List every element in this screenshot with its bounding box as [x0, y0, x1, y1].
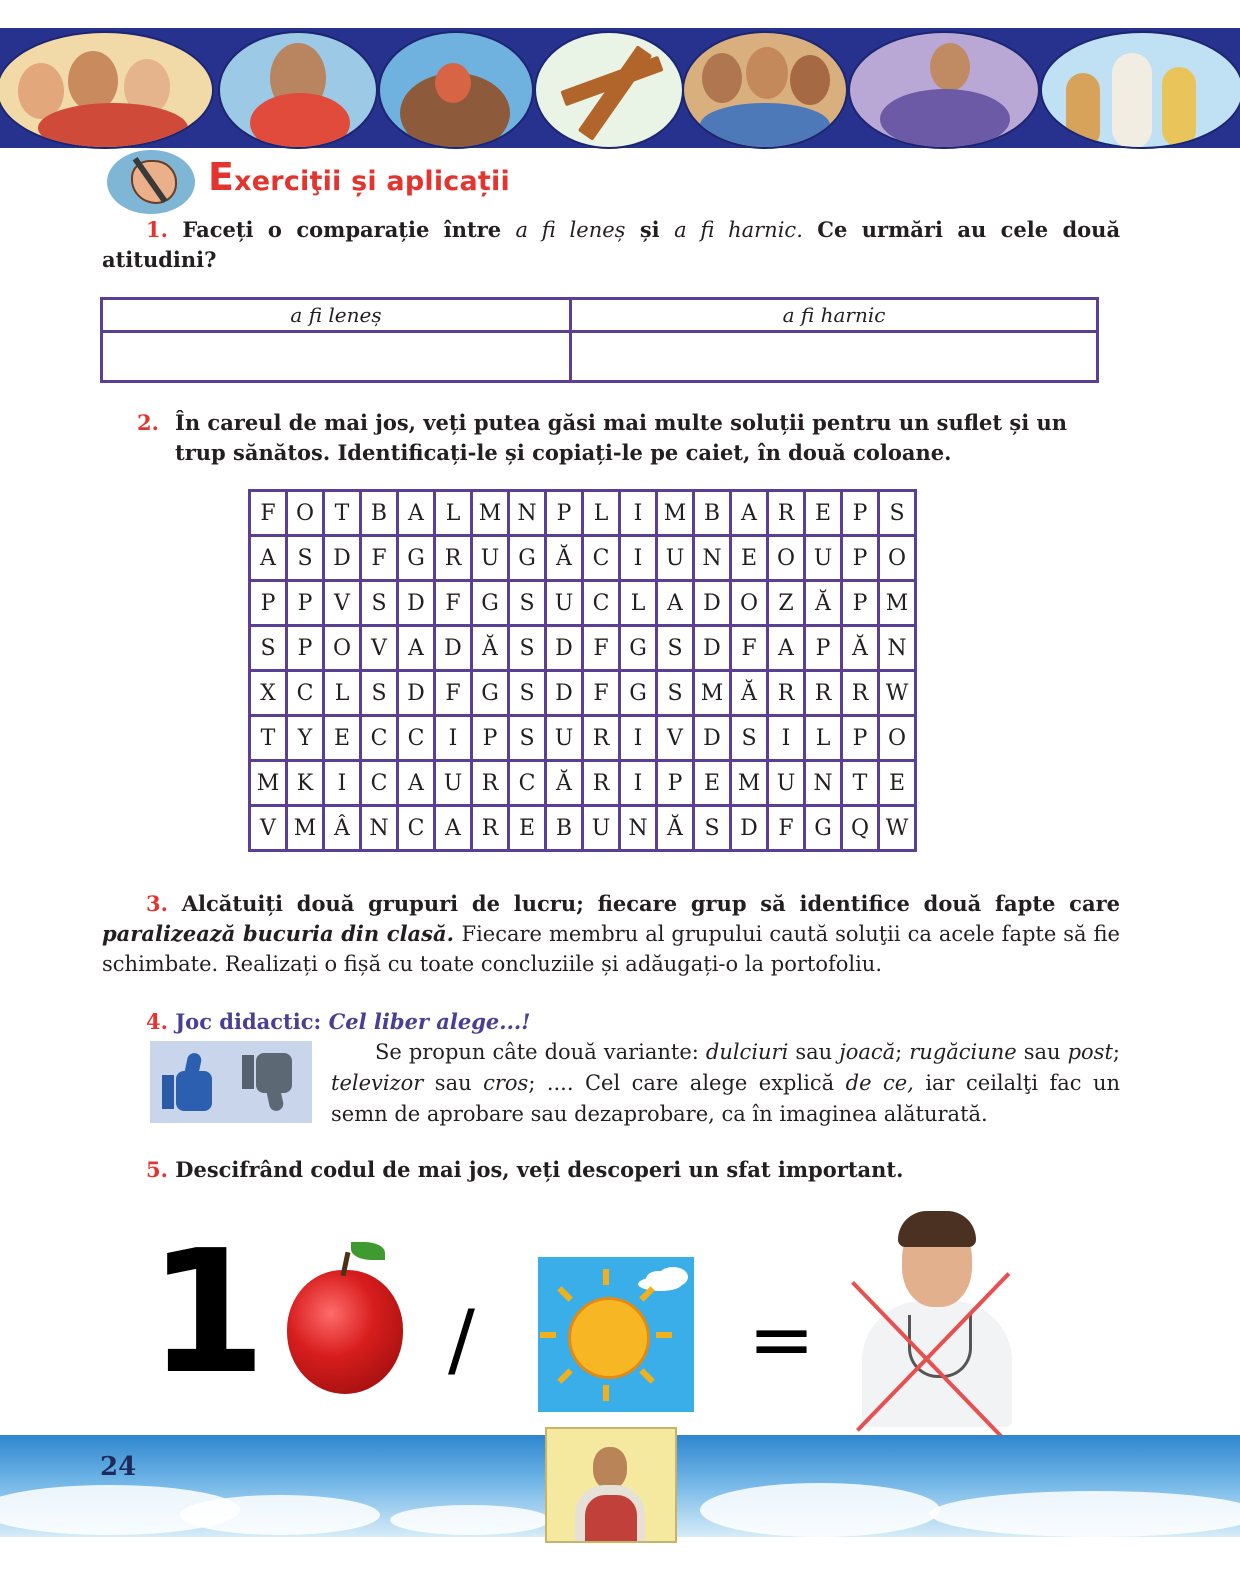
grid-cell[interactable]: C: [287, 671, 324, 716]
ex4-or-3: sau: [434, 1071, 472, 1095]
banner-image-jesus-walking: [1040, 31, 1240, 149]
grid-cell[interactable]: T: [324, 491, 361, 536]
header-banner: [0, 28, 1240, 148]
exercise-5-text: Descifrând codul de mai jos, veți descoperi un sfat important.: [175, 1157, 904, 1182]
grid-cell[interactable]: Ă: [472, 626, 509, 671]
grid-cell[interactable]: I: [768, 716, 805, 761]
banner-image-family: [0, 31, 214, 149]
exercise-3-number: 3.: [146, 891, 168, 916]
grid-cell[interactable]: F: [435, 581, 472, 626]
grid-cell[interactable]: E: [509, 806, 546, 851]
grid-cell[interactable]: U: [583, 806, 620, 851]
grid-cell[interactable]: G: [620, 671, 657, 716]
grid-cell[interactable]: C: [361, 761, 398, 806]
exercise-1-text-b: Ce urmări au cele două atitudini?: [102, 217, 1121, 272]
exercise-4-game-name: Cel liber alege...!: [328, 1009, 531, 1034]
banner-image-temple: [848, 31, 1040, 149]
grid-cell[interactable]: D: [694, 716, 731, 761]
grid-cell[interactable]: D: [398, 671, 435, 716]
apple-icon: [287, 1270, 403, 1394]
thumbs-down-icon: [242, 1053, 296, 1111]
ex4-option-fast: post: [1067, 1040, 1113, 1064]
grid-cell[interactable]: W: [879, 671, 916, 716]
grid-cell[interactable]: E: [879, 761, 916, 806]
grid-cell[interactable]: V: [324, 581, 361, 626]
ex4-option-prayer: rugăciune: [909, 1040, 1017, 1064]
grid-cell[interactable]: S: [361, 671, 398, 716]
exercise-2-text: În careul de mai jos, veți putea găsi mai multe soluții pentru un suflet și un trup sănătos. Identificați-le și copiați-le pe caiet, în două coloane.: [175, 410, 1068, 465]
exercise-3: [102, 889, 1120, 979]
grid-cell[interactable]: L: [620, 581, 657, 626]
grid-cell[interactable]: A: [768, 626, 805, 671]
grid-cell[interactable]: M: [731, 761, 768, 806]
grid-cell[interactable]: D: [546, 626, 583, 671]
grid-cell[interactable]: A: [731, 491, 768, 536]
grid-cell[interactable]: S: [509, 581, 546, 626]
grid-cell[interactable]: M: [694, 671, 731, 716]
title-first-letter: E: [208, 155, 235, 199]
ex4-or-1: sau: [795, 1040, 833, 1064]
ex4-option-tv: televizor: [331, 1071, 424, 1095]
grid-cell[interactable]: L: [583, 491, 620, 536]
exercise-4-heading: [146, 1007, 530, 1037]
grid-cell[interactable]: I: [620, 536, 657, 581]
grid-cell[interactable]: A: [250, 536, 287, 581]
grid-cell[interactable]: W: [879, 806, 916, 851]
doctor-crossed-out-icon: [842, 1205, 1032, 1427]
exercise-4-number: 4.: [146, 1009, 168, 1034]
grid-cell[interactable]: V: [361, 626, 398, 671]
grid-cell[interactable]: I: [324, 761, 361, 806]
comparison-header-lazy: a fi leneș: [102, 299, 571, 332]
grid-cell[interactable]: R: [842, 671, 879, 716]
grid-cell[interactable]: N: [694, 536, 731, 581]
exercise-1-and: și: [639, 217, 660, 242]
exercise-1-text-a: Faceți o comparație între: [182, 217, 502, 242]
grid-cell[interactable]: M: [657, 491, 694, 536]
grid-row: [250, 671, 916, 716]
grid-cell[interactable]: G: [805, 806, 842, 851]
grid-cell[interactable]: V: [657, 716, 694, 761]
grid-cell[interactable]: R: [768, 671, 805, 716]
grid-cell[interactable]: B: [694, 491, 731, 536]
comparison-table: [100, 297, 1099, 383]
grid-cell[interactable]: R: [583, 716, 620, 761]
grid-cell[interactable]: R: [805, 671, 842, 716]
jesus-footer-image: [545, 1427, 677, 1543]
comparison-header-diligent: a fi harnic: [571, 299, 1098, 332]
grid-cell[interactable]: Ă: [805, 581, 842, 626]
grid-cell[interactable]: D: [694, 626, 731, 671]
grid-cell[interactable]: P: [805, 626, 842, 671]
grid-row: [250, 491, 916, 536]
grid-cell[interactable]: D: [694, 581, 731, 626]
exercise-5: [146, 1155, 903, 1185]
grid-cell[interactable]: V: [250, 806, 287, 851]
grid-cell[interactable]: A: [398, 491, 435, 536]
word-search-grid: [248, 489, 917, 852]
grid-cell[interactable]: R: [583, 761, 620, 806]
grid-cell[interactable]: D: [731, 806, 768, 851]
code-number-one: 1: [148, 1214, 267, 1412]
grid-cell[interactable]: S: [509, 671, 546, 716]
code-equals: =: [748, 1293, 816, 1386]
grid-cell[interactable]: P: [250, 581, 287, 626]
exercise-1-term-lazy: a fi leneș: [515, 218, 626, 242]
grid-cell[interactable]: N: [509, 491, 546, 536]
ex4-text-2: ; .... Cel care alege explică: [528, 1071, 835, 1095]
exercise-1-number: 1.: [146, 217, 168, 242]
grid-cell[interactable]: S: [694, 806, 731, 851]
grid-cell[interactable]: S: [287, 536, 324, 581]
title-rest: xerciţii și aplicații: [234, 166, 510, 197]
grid-cell[interactable]: P: [842, 536, 879, 581]
grid-cell[interactable]: S: [731, 716, 768, 761]
section-title: [208, 155, 510, 199]
exercise-4-label: Joc didactic:: [175, 1009, 322, 1034]
grid-cell[interactable]: S: [361, 581, 398, 626]
grid-cell[interactable]: Z: [768, 581, 805, 626]
exercise-3-bold-a: Alcătuiți două grupuri de lucru; fiecare grup să identifice două fapte care: [181, 891, 1120, 916]
grid-cell[interactable]: O: [768, 536, 805, 581]
grid-cell[interactable]: F: [435, 671, 472, 716]
ex4-or-2: sau: [1023, 1040, 1061, 1064]
grid-cell[interactable]: F: [361, 536, 398, 581]
grid-cell[interactable]: R: [435, 536, 472, 581]
grid-cell[interactable]: E: [694, 761, 731, 806]
grid-cell[interactable]: K: [287, 761, 324, 806]
grid-cell[interactable]: M: [879, 581, 916, 626]
exercise-5-number: 5.: [146, 1157, 168, 1182]
grid-cell[interactable]: G: [472, 581, 509, 626]
page-number: 24: [100, 1452, 137, 1482]
grid-cell[interactable]: C: [361, 716, 398, 761]
code-slash: /: [448, 1293, 475, 1386]
grid-cell[interactable]: M: [287, 806, 324, 851]
grid-cell[interactable]: F: [583, 671, 620, 716]
grid-cell[interactable]: C: [509, 761, 546, 806]
exercise-1: [102, 215, 1120, 275]
grid-cell[interactable]: R: [472, 806, 509, 851]
grid-cell[interactable]: M: [472, 491, 509, 536]
grid-row: [250, 626, 916, 671]
grid-cell[interactable]: C: [398, 806, 435, 851]
grid-cell[interactable]: D: [546, 671, 583, 716]
grid-cell[interactable]: U: [546, 581, 583, 626]
banner-image-jesus-children: [218, 31, 378, 149]
exercise-2: [137, 408, 1120, 468]
grid-cell[interactable]: U: [435, 761, 472, 806]
grid-cell[interactable]: P: [657, 761, 694, 806]
grid-cell[interactable]: Ă: [842, 626, 879, 671]
grid-cell[interactable]: A: [657, 581, 694, 626]
grid-cell[interactable]: A: [435, 806, 472, 851]
grid-cell[interactable]: Â: [324, 806, 361, 851]
grid-cell[interactable]: Ă: [546, 536, 583, 581]
exercise-4-text: Se propun câte două variante: dulciuri sau joacă; rugăciune sau post; televizor sau cros; .... Cel care alege explică de ce, iar ceilalţi fac un semn de aprobare sau dezaprobare, ca în imaginea alăturată.: [331, 1040, 1121, 1126]
grid-cell[interactable]: Ă: [731, 671, 768, 716]
grid-cell[interactable]: P: [472, 716, 509, 761]
grid-cell[interactable]: S: [509, 626, 546, 671]
grid-cell[interactable]: G: [620, 626, 657, 671]
grid-cell[interactable]: N: [620, 806, 657, 851]
grid-cell[interactable]: G: [398, 536, 435, 581]
grid-cell[interactable]: G: [509, 536, 546, 581]
grid-cell[interactable]: Ă: [657, 806, 694, 851]
grid-row: [250, 536, 916, 581]
grid-cell[interactable]: C: [583, 581, 620, 626]
grid-cell[interactable]: F: [731, 626, 768, 671]
grid-cell[interactable]: O: [324, 626, 361, 671]
grid-row: [250, 716, 916, 761]
grid-cell[interactable]: L: [805, 716, 842, 761]
grid-cell[interactable]: F: [768, 806, 805, 851]
grid-cell[interactable]: O: [879, 536, 916, 581]
grid-row: [250, 581, 916, 626]
grid-cell[interactable]: X: [250, 671, 287, 716]
writing-hand-icon: [107, 150, 195, 214]
grid-cell[interactable]: A: [398, 761, 435, 806]
grid-cell[interactable]: S: [657, 671, 694, 716]
grid-cell[interactable]: D: [435, 626, 472, 671]
grid-cell[interactable]: F: [250, 491, 287, 536]
grid-cell[interactable]: P: [842, 581, 879, 626]
grid-cell[interactable]: L: [435, 491, 472, 536]
grid-cell[interactable]: D: [324, 536, 361, 581]
grid-cell[interactable]: M: [250, 761, 287, 806]
grid-cell[interactable]: D: [398, 581, 435, 626]
exercise-3-bold-b: paralizează bucuria din clasă.: [102, 921, 454, 946]
grid-cell[interactable]: P: [287, 626, 324, 671]
grid-cell[interactable]: Ă: [546, 761, 583, 806]
grid-cell[interactable]: P: [842, 716, 879, 761]
grid-cell[interactable]: U: [546, 716, 583, 761]
ex4-option-cross: cros: [483, 1071, 529, 1095]
grid-cell[interactable]: S: [657, 626, 694, 671]
exercise-2-number: 2.: [137, 410, 159, 435]
grid-row: [250, 806, 916, 851]
ex4-option-play: joacă: [839, 1040, 896, 1064]
grid-cell[interactable]: U: [805, 536, 842, 581]
grid-cell[interactable]: I: [620, 761, 657, 806]
ex4-text-1: Se propun câte două variante:: [375, 1040, 699, 1064]
grid-cell[interactable]: F: [583, 626, 620, 671]
grid-cell[interactable]: E: [324, 716, 361, 761]
grid-cell[interactable]: T: [250, 716, 287, 761]
grid-cell[interactable]: A: [398, 626, 435, 671]
grid-cell[interactable]: C: [583, 536, 620, 581]
ex4-text-3: iar ceilalţi fac un semn de aprobare sau dezaprobare, ca în imaginea alăturată.: [331, 1071, 1121, 1126]
grid-cell[interactable]: S: [509, 716, 546, 761]
grid-cell[interactable]: U: [472, 536, 509, 581]
grid-cell[interactable]: N: [805, 761, 842, 806]
banner-image-crowd: [378, 31, 534, 149]
grid-cell[interactable]: O: [879, 716, 916, 761]
grid-cell[interactable]: T: [842, 761, 879, 806]
grid-cell[interactable]: U: [657, 536, 694, 581]
exercise-1-term-diligent: a fi harnic.: [674, 218, 803, 242]
grid-cell[interactable]: I: [620, 716, 657, 761]
banner-image-cross: [534, 31, 684, 149]
grid-cell[interactable]: R: [472, 761, 509, 806]
sun-icon: [538, 1257, 694, 1412]
thumbs-up-icon: [162, 1053, 216, 1111]
grid-cell[interactable]: B: [361, 491, 398, 536]
grid-cell[interactable]: Q: [842, 806, 879, 851]
grid-cell[interactable]: E: [731, 536, 768, 581]
grid-cell[interactable]: C: [398, 716, 435, 761]
grid-cell[interactable]: S: [879, 491, 916, 536]
grid-cell[interactable]: L: [324, 671, 361, 716]
grid-cell[interactable]: E: [805, 491, 842, 536]
comparison-cell-diligent[interactable]: [571, 332, 1098, 382]
grid-cell[interactable]: P: [842, 491, 879, 536]
grid-cell[interactable]: I: [435, 716, 472, 761]
grid-cell[interactable]: O: [731, 581, 768, 626]
grid-cell[interactable]: U: [768, 761, 805, 806]
ex4-why: de ce,: [845, 1071, 914, 1095]
grid-cell[interactable]: B: [546, 806, 583, 851]
grid-cell[interactable]: I: [620, 491, 657, 536]
grid-cell[interactable]: N: [361, 806, 398, 851]
grid-cell[interactable]: O: [287, 491, 324, 536]
grid-cell[interactable]: Y: [287, 716, 324, 761]
grid-cell[interactable]: N: [879, 626, 916, 671]
grid-cell[interactable]: S: [250, 626, 287, 671]
grid-cell[interactable]: R: [768, 491, 805, 536]
comparison-cell-lazy[interactable]: [102, 332, 571, 382]
grid-cell[interactable]: P: [287, 581, 324, 626]
thumbs-image: [150, 1041, 312, 1123]
banner-image-last-supper: [682, 31, 848, 149]
grid-cell[interactable]: P: [546, 491, 583, 536]
exercise-3-rest: Fiecare membru al grupului caută soluţii ca acele fapte să fie schimbate. Realizați o fișă cu toate concluziile și adăugați-o la portofoliu.: [102, 922, 1120, 976]
grid-cell[interactable]: G: [472, 671, 509, 716]
ex4-option-sweets: dulciuri: [705, 1040, 789, 1064]
grid-row: [250, 761, 916, 806]
